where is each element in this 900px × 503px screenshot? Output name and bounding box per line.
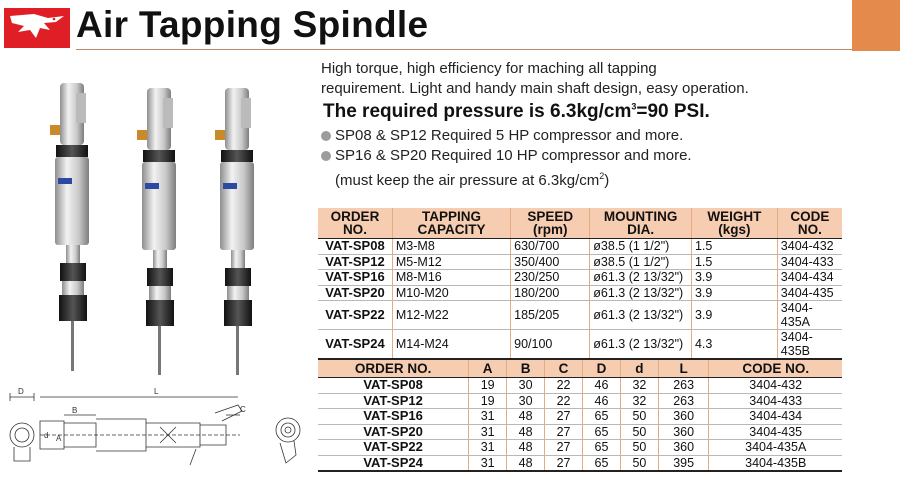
cell: 46 xyxy=(583,378,621,394)
cell: VAT-SP20 xyxy=(318,285,392,301)
table-row xyxy=(318,424,842,440)
dim-label-C: C xyxy=(240,405,246,414)
col-header: CODE NO. xyxy=(777,208,842,239)
note-sup: 2 xyxy=(599,171,605,181)
table-row xyxy=(318,409,842,425)
col-header: d xyxy=(620,360,658,378)
cell: ø61.3 (2 13/32") xyxy=(590,301,692,330)
cell: 32 xyxy=(620,393,658,409)
cell: ø61.3 (2 13/32") xyxy=(590,285,692,301)
cell: ø61.3 (2 13/32") xyxy=(590,270,692,286)
cell: 3.9 xyxy=(691,270,777,286)
cell: VAT-SP16 xyxy=(318,270,392,286)
pressure-end: =90 PSI. xyxy=(636,101,710,122)
cell: 3404-433 xyxy=(709,393,842,409)
cell: 3404-435A xyxy=(777,301,842,330)
cell: M3-M8 xyxy=(392,239,510,255)
note-main: (must keep the air pressure at 6.3kg/cm xyxy=(335,172,600,189)
dim-label-B: B xyxy=(72,406,78,415)
cell: 230/250 xyxy=(511,270,590,286)
cell: M12-M22 xyxy=(392,301,510,330)
dim-label-L: L xyxy=(154,387,159,396)
cell: 65 xyxy=(583,455,621,471)
cell: 350/400 xyxy=(511,254,590,270)
cell: M10-M20 xyxy=(392,285,510,301)
cell: 1.5 xyxy=(691,239,777,255)
note-end: ) xyxy=(604,172,610,189)
cell: 46 xyxy=(583,393,621,409)
cell: 50 xyxy=(620,424,658,440)
cell: VAT-SP12 xyxy=(318,393,469,409)
cell: VAT-SP08 xyxy=(318,239,392,255)
cell: VAT-SP22 xyxy=(318,301,392,330)
cell: 3404-435A xyxy=(709,440,842,456)
cell: 3404-432 xyxy=(777,239,842,255)
cell: 360 xyxy=(658,409,709,425)
table-row xyxy=(318,270,842,286)
cell: 3404-435 xyxy=(777,285,842,301)
cell: 48 xyxy=(507,409,545,425)
technical-drawing xyxy=(0,383,312,495)
cell: 3404-432 xyxy=(709,378,842,394)
col-header: CODE NO. xyxy=(709,360,842,378)
cell: 395 xyxy=(658,455,709,471)
intro-line-2: requirement. Light and handy main shaft design, easy operation. xyxy=(321,80,749,97)
cell: M5-M12 xyxy=(392,254,510,270)
cell: 3404-435B xyxy=(777,330,842,360)
dim-label-d: d xyxy=(44,431,49,440)
bullet-dot-icon xyxy=(321,131,331,141)
cell: 3404-435 xyxy=(709,424,842,440)
cell: 180/200 xyxy=(511,285,590,301)
cell: 27 xyxy=(545,409,583,425)
cell: 3.9 xyxy=(691,301,777,330)
cell: ø38.5 (1 1/2") xyxy=(590,239,692,255)
cell: VAT-SP22 xyxy=(318,440,469,456)
cell: ø61.3 (2 13/32") xyxy=(590,330,692,360)
cell: 31 xyxy=(469,440,507,456)
bullet-item xyxy=(321,126,692,146)
cell: 31 xyxy=(469,424,507,440)
col-header: A xyxy=(469,360,507,378)
page-title: Air Tapping Spindle xyxy=(76,4,429,45)
cell: 22 xyxy=(545,378,583,394)
col-header: C xyxy=(545,360,583,378)
cell: 32 xyxy=(620,378,658,394)
title-underline xyxy=(76,49,898,50)
intro-text xyxy=(321,59,841,99)
cell: 185/205 xyxy=(511,301,590,330)
table-row xyxy=(318,393,842,409)
cell: VAT-SP24 xyxy=(318,455,469,471)
cell: 48 xyxy=(507,455,545,471)
product-photos xyxy=(30,70,290,375)
cell: 360 xyxy=(658,424,709,440)
table-row xyxy=(318,301,842,330)
cell: 31 xyxy=(469,409,507,425)
cell: 27 xyxy=(545,455,583,471)
table-row xyxy=(318,254,842,270)
pressure-requirement xyxy=(323,101,710,123)
cell: M14-M24 xyxy=(392,330,510,360)
cell: 65 xyxy=(583,409,621,425)
cell: 27 xyxy=(545,440,583,456)
cell: VAT-SP08 xyxy=(318,378,469,394)
cell: ø38.5 (1 1/2") xyxy=(590,254,692,270)
cell: 48 xyxy=(507,424,545,440)
cell: 50 xyxy=(620,409,658,425)
table-row xyxy=(318,440,842,456)
col-header: L xyxy=(658,360,709,378)
col-header: ORDER NO. xyxy=(318,360,469,378)
corner-tab xyxy=(852,0,900,51)
bullet-text: SP16 & SP20 Required 10 HP compressor and more. xyxy=(335,147,692,164)
cell: 3404-434 xyxy=(709,409,842,425)
dim-label-D: D xyxy=(18,387,24,396)
bullet-dot-icon xyxy=(321,151,331,161)
cell: 1.5 xyxy=(691,254,777,270)
col-header: ORDER NO. xyxy=(318,208,392,239)
cell: 3404-433 xyxy=(777,254,842,270)
pressure-note xyxy=(321,166,692,191)
cell: M8-M16 xyxy=(392,270,510,286)
cell: 30 xyxy=(507,378,545,394)
cell: 65 xyxy=(583,440,621,456)
intro-line-1: High torque, high efficiency for maching all tapping xyxy=(321,60,657,77)
requirement-bullets xyxy=(321,126,692,191)
col-header: B xyxy=(507,360,545,378)
cell: VAT-SP24 xyxy=(318,330,392,360)
cell: 30 xyxy=(507,393,545,409)
cell: 263 xyxy=(658,393,709,409)
cell: 4.3 xyxy=(691,330,777,360)
cell: 19 xyxy=(469,378,507,394)
table-row xyxy=(318,378,842,394)
cell: VAT-SP20 xyxy=(318,424,469,440)
cell: 360 xyxy=(658,440,709,456)
col-header: WEIGHT (kgs) xyxy=(691,208,777,239)
cell: 50 xyxy=(620,455,658,471)
col-header: TAPPING CAPACITY xyxy=(392,208,510,239)
cell: 27 xyxy=(545,424,583,440)
cell: 31 xyxy=(469,455,507,471)
pressure-sup: 3 xyxy=(631,101,637,112)
cell: 22 xyxy=(545,393,583,409)
cell: 263 xyxy=(658,378,709,394)
dim-label-A: A xyxy=(56,434,62,443)
eagle-logo-icon xyxy=(4,8,70,48)
cell: VAT-SP12 xyxy=(318,254,392,270)
cell: 19 xyxy=(469,393,507,409)
col-header: D xyxy=(583,360,621,378)
cell: 48 xyxy=(507,440,545,456)
cell: 3404-435B xyxy=(709,455,842,471)
dimension-table xyxy=(318,360,842,472)
cell: 630/700 xyxy=(511,239,590,255)
col-header: MOUNTING DIA. xyxy=(590,208,692,239)
table-row xyxy=(318,239,842,255)
table-row xyxy=(318,285,842,301)
spec-table xyxy=(318,208,842,360)
col-header: SPEED (rpm) xyxy=(511,208,590,239)
table-row xyxy=(318,455,842,471)
pressure-main: The required pressure is 6.3kg/cm xyxy=(323,101,632,122)
cell: 90/100 xyxy=(511,330,590,360)
cell: 50 xyxy=(620,440,658,456)
cell: 65 xyxy=(583,424,621,440)
bullet-text: SP08 & SP12 Required 5 HP compressor and more. xyxy=(335,127,684,144)
bullet-item xyxy=(321,146,692,166)
table-row xyxy=(318,330,842,360)
cell: VAT-SP16 xyxy=(318,409,469,425)
cell: 3404-434 xyxy=(777,270,842,286)
cell: 3.9 xyxy=(691,285,777,301)
